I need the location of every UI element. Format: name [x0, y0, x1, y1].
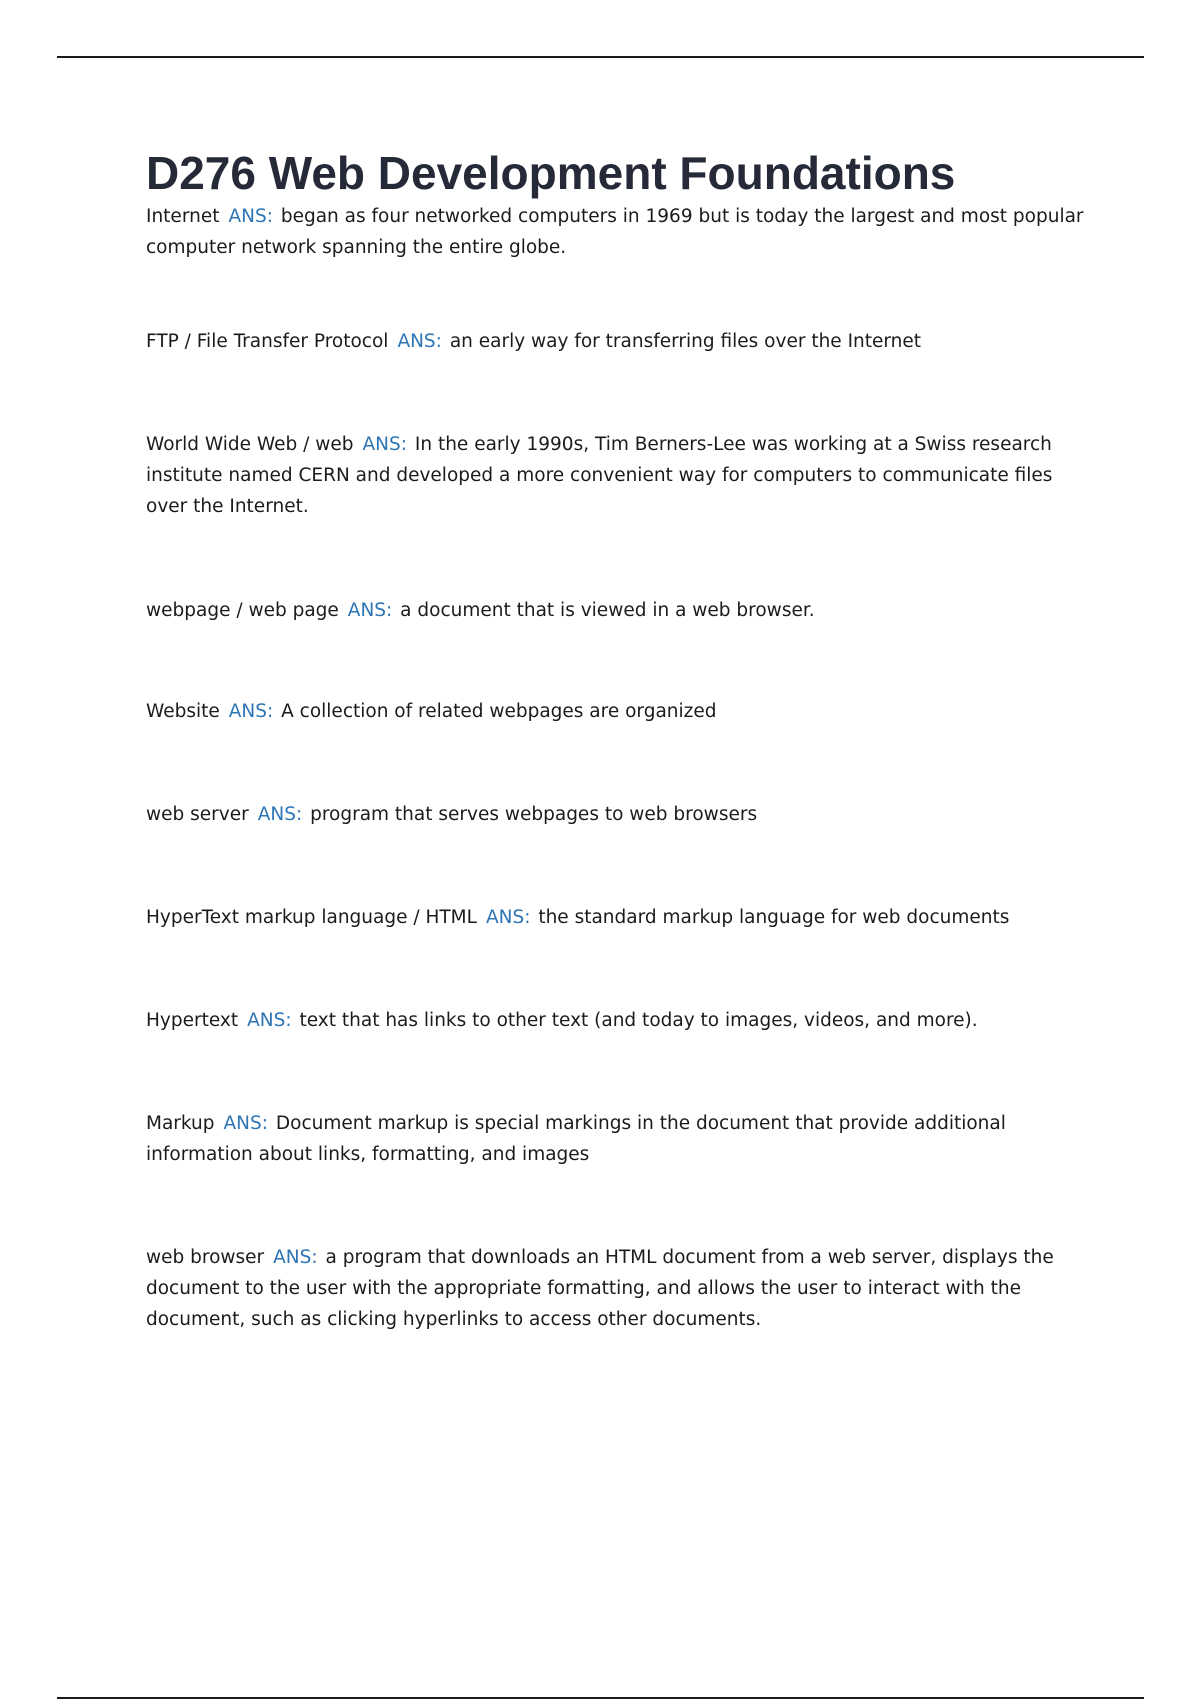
entry-definition: program that serves webpages to web browsers [310, 804, 758, 825]
answer-marker: ANS: [273, 1247, 318, 1268]
entry-definition: A collection of related webpages are organized [281, 701, 717, 722]
entry-term: FTP / File Transfer Protocol [146, 331, 389, 352]
entry-definition: began as four networked computers in 1969 but is today the largest and most popular computer network spanning the entire globe. [146, 206, 1084, 258]
answer-marker: ANS: [362, 434, 407, 455]
entry-term: Website [146, 701, 220, 722]
glossary-entry [146, 1242, 1086, 1335]
answer-marker: ANS: [397, 331, 442, 352]
glossary-entry [146, 595, 1086, 626]
footer-rule [57, 1697, 1144, 1699]
header-rule [57, 56, 1144, 58]
entry-definition: a program that downloads an HTML document from a web server, displays the document to the user with the appropriate formatting, and allows the user to interact with the document, such as clicking hyperlinks to access other documents. [146, 1247, 1054, 1330]
answer-marker: ANS: [228, 206, 273, 227]
entry-term: web browser [146, 1247, 265, 1268]
glossary-entry [146, 1108, 1086, 1170]
answer-marker: ANS: [223, 1113, 269, 1134]
entry-term: Internet [146, 206, 220, 227]
glossary-entries [146, 201, 1086, 1335]
entry-term: HyperText markup language / HTML [146, 907, 477, 928]
entry-definition: an early way for transferring files over the Internet [449, 331, 922, 352]
glossary-entry [146, 799, 1086, 830]
glossary-entry [146, 326, 1086, 357]
entry-definition: In the early 1990s, Tim Berners-Lee was working at a Swiss research institute named CERN and developed a more convenient way for computers to communicate files over the Internet. [146, 434, 1053, 517]
answer-marker: ANS: [228, 701, 274, 722]
entry-definition: Document markup is special markings in the document that provide additional information about links, formatting, and images [146, 1113, 1006, 1165]
answer-marker: ANS: [485, 907, 531, 928]
entry-definition: a document that is viewed in a web browser. [400, 600, 815, 621]
entry-term: World Wide Web / web [146, 434, 354, 455]
glossary-entry [146, 201, 1086, 263]
entry-definition: the standard markup language for web documents [538, 907, 1010, 928]
document-title: D276 Web Development Foundations [146, 147, 956, 199]
glossary-entry [146, 902, 1086, 933]
glossary-entry [146, 429, 1086, 522]
entry-term: Markup [146, 1113, 215, 1134]
entry-term: webpage / web page [146, 600, 339, 621]
document-content [146, 145, 1086, 1335]
answer-marker: ANS: [347, 600, 393, 621]
entry-definition: text that has links to other text (and today to images, videos, and more). [299, 1010, 978, 1031]
entry-term: Hypertext [146, 1010, 239, 1031]
entry-term: web server [146, 804, 249, 825]
answer-marker: ANS: [247, 1010, 292, 1031]
answer-marker: ANS: [257, 804, 303, 825]
glossary-entry [146, 1005, 1086, 1036]
glossary-entry [146, 696, 1086, 727]
